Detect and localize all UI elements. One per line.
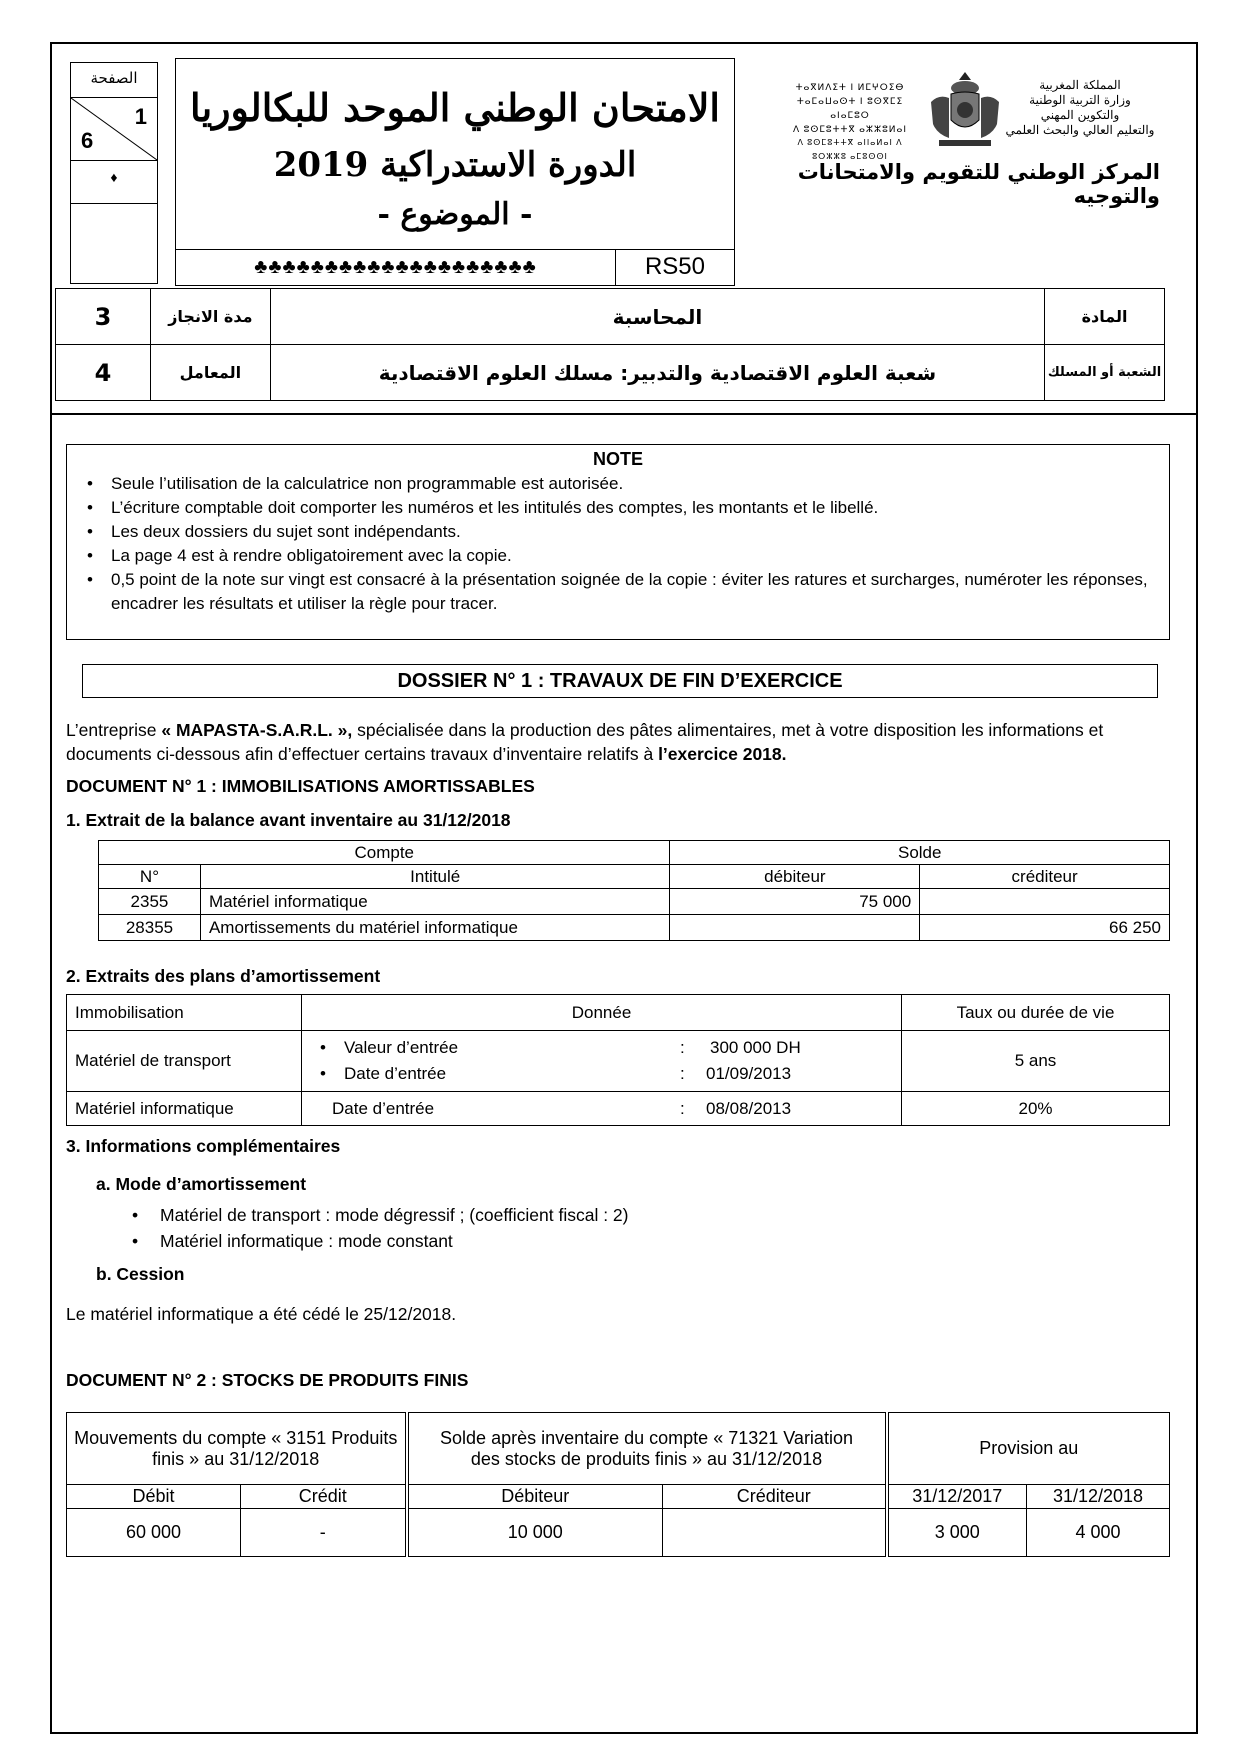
note-item: • 0,5 point de la note sur vingt est consacré à la présentation soignée de la copie : éviter les ratures et surcharges, numéroter les réponses, encadrer les résultats et utiliser la règle pour tracer. <box>81 568 1155 616</box>
cession-heading: b. Cession <box>96 1264 185 1284</box>
dossier-title: DOSSIER N° 1 : TRAVAUX DE FIN D’EXERCICE <box>82 664 1158 698</box>
exercise-year: l’exercice 2018. <box>658 744 787 764</box>
balance-table <box>98 840 1170 941</box>
subject-label: المادة <box>1045 289 1165 345</box>
exam-session: الدورة الاستدراكية 2019 <box>273 145 637 185</box>
debit-value: 60 000 <box>67 1509 241 1557</box>
colon: : <box>680 1038 685 1057</box>
exam-code: RS50 <box>644 253 706 280</box>
tifinagh-line: ⵜⴰⵎⴰⵡⴰⵙⵜ ⵏ ⵓⵙⴳⵎⵉ ⴰⵏⴰⵎⵓⵔ <box>796 96 904 120</box>
doc1-title: DOCUMENT N° 1 : IMMOBILISATIONS AMORTISSABLES <box>66 776 535 796</box>
data-value: 08/08/2013 <box>706 1099 792 1118</box>
ministry-name <box>1005 78 1155 138</box>
plans-heading: 2. Extraits des plans d’amortissement <box>66 966 381 986</box>
immo-data <box>302 1092 902 1126</box>
colon: : <box>680 1064 685 1083</box>
cession-text: Le matériel informatique a été cédé le 25/12/2018. <box>66 1304 457 1324</box>
national-centre: المركز الوطني للتقويم والامتحانات والتوجيه <box>797 160 1160 208</box>
table-row <box>99 915 1170 941</box>
colon: : <box>680 1099 685 1118</box>
data-line: • Date d’entrée : 01/09/2013 <box>310 1061 893 1087</box>
branch-label: الشعبة أو المسلك <box>1045 345 1165 401</box>
club-stars: ♣♣♣♣♣♣♣♣♣♣♣♣♣♣♣♣♣♣♣♣ <box>176 250 616 285</box>
branch-name: شعبة العلوم الاقتصادية والتدبير: مسلك العلوم الاقتصادية <box>270 345 1044 401</box>
page-current: 1 <box>134 104 147 129</box>
table-row <box>99 889 1170 915</box>
amortization-plans-table <box>66 994 1170 1126</box>
provision-2018: 4 000 <box>1027 1509 1170 1557</box>
data-label: Valeur d’entrée <box>344 1038 459 1057</box>
taux-value: 20% <box>902 1092 1170 1126</box>
col-crediteur: Créditeur <box>663 1485 887 1509</box>
header-separator <box>50 413 1198 415</box>
company-name: « MAPASTA-S.A.R.L. », <box>161 720 353 740</box>
immo-data <box>302 1031 902 1092</box>
account-num: 2355 <box>99 889 201 915</box>
account-label: Matériel informatique <box>200 889 670 915</box>
note-box <box>66 444 1170 640</box>
col-debiteur: Débiteur <box>407 1485 663 1509</box>
ministry-line: المملكة المغربية <box>1039 78 1121 92</box>
exam-title: الامتحان الوطني الموحد للبكالوريا <box>190 85 720 130</box>
col-taux: Taux ou durée de vie <box>902 995 1170 1031</box>
page-number-box <box>70 62 158 284</box>
balance-heading: 1. Extrait de la balance avant inventaire au 31/12/2018 <box>66 810 511 830</box>
note-item: • La page 4 est à rendre obligatoirement avec la copie. <box>81 544 1155 568</box>
subject-table <box>55 288 1165 401</box>
col-donnee: Donnée <box>302 995 902 1031</box>
note-item: • Les deux dossiers du sujet sont indépendants. <box>81 520 1155 544</box>
account-label: Amortissements du matériel informatique <box>200 915 670 941</box>
empty-box <box>71 203 157 283</box>
diamond-icon: ♦ <box>110 169 118 185</box>
col-immobilisation: Immobilisation <box>67 995 302 1031</box>
col-provision: Provision au <box>887 1413 1170 1485</box>
doc2-title: DOCUMENT N° 2 : STOCKS DE PRODUITS FINIS <box>66 1370 469 1390</box>
col-debit: Débit <box>67 1485 241 1509</box>
intro-text: spécialisée dans la production des pâtes alimentaires, met à votre disposition les informations et documents ci-dessous afin d’effectuer certains travaux d’inventaire relatifs à <box>66 720 1104 764</box>
coefficient-value: 4 <box>56 345 151 401</box>
intro-text: L’entreprise <box>66 720 162 740</box>
col-2018: 31/12/2018 <box>1027 1485 1170 1509</box>
tifinagh-line: ⴷ ⵓⵙⵎⵓⵜⵜⴳ ⴰⵣⵣⵓⵍⴰⵏ <box>793 124 907 134</box>
page-fraction <box>71 97 157 161</box>
col-credit: Crédit <box>241 1485 407 1509</box>
credit-value <box>920 889 1170 915</box>
mode-heading: a. Mode d’amortissement <box>96 1174 307 1194</box>
col-compte: Compte <box>99 841 670 865</box>
data-line: • Valeur d’entrée : 300 000 DH <box>310 1035 893 1061</box>
page-label: الصفحة <box>90 69 138 87</box>
mode-list <box>126 1202 629 1254</box>
exam-title-box <box>175 58 735 286</box>
immo-name: Matériel informatique <box>67 1092 302 1126</box>
note-list <box>81 472 1155 616</box>
col-num: N° <box>99 865 201 889</box>
list-item: • Matériel informatique : mode constant <box>126 1228 629 1254</box>
duration-value: 3 <box>56 289 151 345</box>
taux-value: 5 ans <box>902 1031 1170 1092</box>
note-title: NOTE <box>592 449 643 469</box>
debit-value <box>670 915 920 941</box>
col-credit: créditeur <box>920 865 1170 889</box>
credit-value: 66 250 <box>920 915 1170 941</box>
note-item: • L’écriture comptable doit comporter les numéros et les intitulés des comptes, les montants et le libellé. <box>81 496 1155 520</box>
data-label: Date d’entrée <box>332 1098 435 1118</box>
title-box-footer <box>176 249 734 285</box>
ministry-line: والتعليم العالي والبحث العلمي <box>1005 123 1155 137</box>
exam-subject-label: - الموضوع - <box>377 197 533 232</box>
tifinagh-text <box>780 80 920 164</box>
list-item: • Matériel de transport : mode dégressif ; (coefficient fiscal : 2) <box>126 1202 629 1228</box>
col-solde: Solde <box>670 841 1170 865</box>
table-row <box>67 1031 1170 1092</box>
data-value: 300 000 DH <box>710 1038 801 1057</box>
tifinagh-line: ⵜⴰⴳⵍⴷⵉⵜ ⵏ ⵍⵎⵖⵔⵉⴱ <box>795 82 905 92</box>
ministry-line: وزارة التربية الوطنية <box>1029 93 1131 107</box>
credit-value: - <box>241 1509 407 1557</box>
ministry-line: والتكوين المهني <box>1040 108 1120 122</box>
provision-2017: 3 000 <box>887 1509 1027 1557</box>
data-value: 01/09/2013 <box>706 1064 792 1083</box>
subject-name: المحاسبة <box>270 289 1044 345</box>
table-row <box>67 1509 1170 1557</box>
debit-value: 75 000 <box>670 889 920 915</box>
immo-name: Matériel de transport <box>67 1031 302 1092</box>
info-heading: 3. Informations complémentaires <box>66 1136 341 1156</box>
stock-table <box>66 1412 1170 1557</box>
account-num: 28355 <box>99 915 201 941</box>
data-label: Date d’entrée <box>344 1064 447 1083</box>
duration-label: مدة الانجاز <box>150 289 270 345</box>
tifinagh-line: ⴷ ⵓⵙⵎⵓⵜⵜⴳ ⴰⵏⵏⴰⵍⴰⵏ ⴷ ⵓⵔⵣⵣⵓ ⴰⵎⵓⵙⵙⵏ <box>797 138 903 161</box>
coefficient-label: المعامل <box>150 345 270 401</box>
moroccan-crest-icon <box>925 68 1005 152</box>
col-mouvements: Mouvements du compte « 3151 Produits finis » au 31/12/2018 <box>67 1413 407 1485</box>
col-debit: débiteur <box>670 865 920 889</box>
intro-paragraph <box>66 718 1170 766</box>
table-row <box>67 1092 1170 1126</box>
note-item: • Seule l’utilisation de la calculatrice non programmable est autorisée. <box>81 472 1155 496</box>
col-2017: 31/12/2017 <box>887 1485 1027 1509</box>
col-solde: Solde après inventaire du compte « 71321 Variation des stocks de produits finis » au 31/12/2018 <box>407 1413 887 1485</box>
page-total: 6 <box>81 128 94 153</box>
debiteur-value: 10 000 <box>407 1509 663 1557</box>
crediteur-value <box>663 1509 887 1557</box>
col-intitule: Intitulé <box>200 865 670 889</box>
